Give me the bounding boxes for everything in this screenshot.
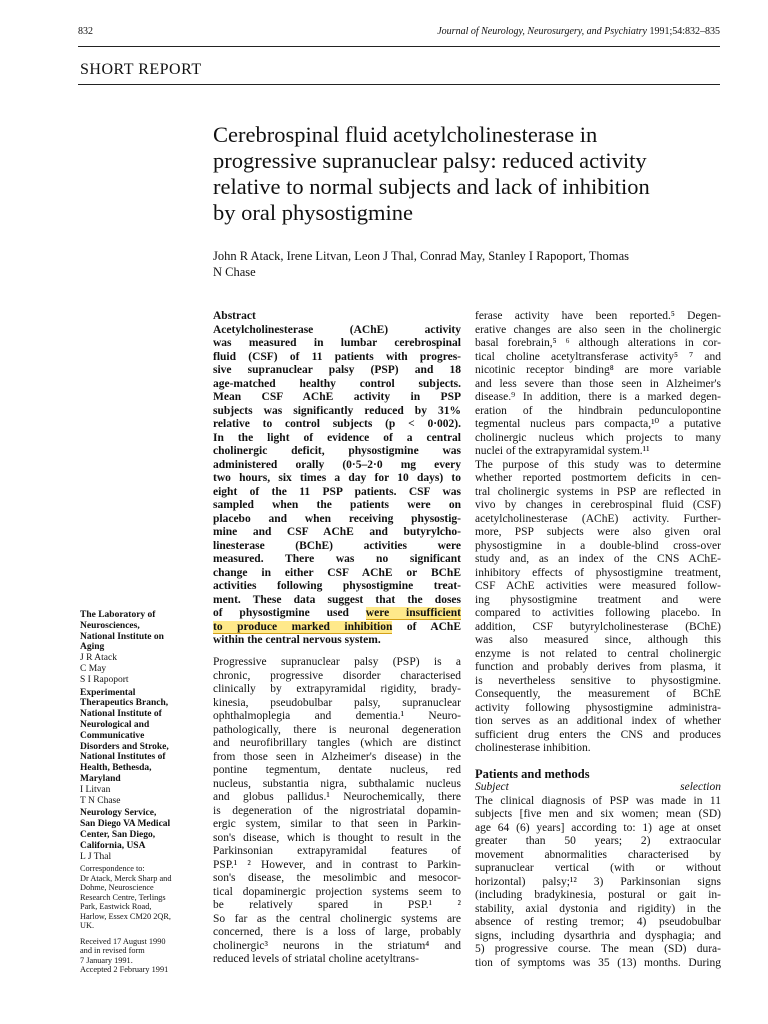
body-line: was also measured since, although this — [475, 634, 721, 646]
affiliations-sidebar — [80, 610, 205, 977]
affiliation-line: Health, Bethesda, — [80, 763, 152, 774]
body-line: concerned, there is a loss of large, probably — [213, 926, 461, 938]
title-line: by oral physostigmine — [213, 200, 413, 225]
body-line: study and, as an index of the CNS AChE- — [475, 553, 721, 565]
section-rule — [78, 84, 720, 85]
affiliation-line: Neurological and — [80, 719, 150, 730]
affiliation-line: Experimental — [80, 687, 136, 698]
body-line: and neurofibrillary tangles (which are distinct — [213, 737, 461, 749]
affiliation-line: San Diego VA Medical — [80, 819, 171, 830]
body-line: ophthalmoplegia and dementia.¹ Neuro- — [213, 710, 461, 722]
paragraph-purpose — [475, 459, 721, 756]
affiliation-line: Disorders and Stroke, — [80, 741, 169, 752]
abstract-line: sive supranuclear palsy (PSP) and 18 — [213, 364, 461, 376]
abstract-line: was measured in lumbar cerebrospinal — [213, 337, 461, 349]
body-line: is degeneration of the nigrostriatal dopamin- — [213, 804, 461, 817]
author-list — [213, 248, 733, 280]
body-line: tion of symptoms was 35 (13) months. During — [475, 956, 721, 969]
title-line: relative to normal subjects and lack of inhibition — [213, 174, 650, 199]
page-number: 832 — [78, 26, 93, 37]
body-line: is nevertheless sensitive to physostigmine. — [475, 674, 721, 687]
body-line: be relatively spared in PSP.¹ ² — [213, 899, 461, 911]
body-line: nucleus, substantia nigra, subthalamic nucleus — [213, 777, 461, 790]
date-line: and in revised form — [80, 946, 145, 956]
abstract-line: fluid (CSF) of 11 patients with progres- — [213, 350, 461, 363]
title-line: progressive supranuclear palsy: reduced activity — [213, 148, 647, 173]
abstract-line: placebo and when receiving physostig- — [213, 512, 461, 525]
body-line: Progressive supranuclear palsy (PSP) is a — [213, 656, 461, 668]
author-name: T N Chase — [80, 795, 121, 806]
body-line: whether reported postmortem deficits in cen- — [475, 472, 721, 484]
abstract-line: cholinergic deficit, physostigmine was — [213, 445, 461, 457]
body-line: enzyme is not related to central cholinergic — [475, 647, 721, 660]
affiliation-line: Maryland — [80, 773, 121, 784]
affiliation-line: Neurosciences, — [80, 620, 140, 631]
journal-year-pages: 1991;54:832–835 — [649, 26, 720, 37]
author-line: John R Atack, Irene Litvan, Leon J Thal, Conrad May, Stanley I Rapoport, Thomas — [213, 249, 630, 263]
affiliation-san-diego — [80, 808, 205, 862]
body-line: PSP.¹ ² However, and in contrast to Parkin- — [213, 858, 461, 871]
author-name: J R Atack — [80, 653, 117, 664]
correspondence-address — [80, 864, 205, 931]
body-line: erative changes are also seen in the cholinergic — [475, 323, 721, 336]
abstract-line: mine and CSF AChE and butyrylcho- — [213, 526, 461, 538]
body-line: The clinical diagnosis of PSP was made in 11 — [475, 794, 721, 807]
affiliation-line: Neurology Service, — [80, 808, 157, 819]
body-line: vivo by changes in cerebrospinal fluid (CSF) — [475, 499, 721, 511]
methods-subheading: Subject selection — [475, 781, 721, 793]
abstract-line: activities following physostigmine treat- — [213, 580, 461, 592]
body-line: son's disease, the mesolimbic and mesocor- — [213, 872, 461, 884]
body-line: nicotinic receptor binding⁸ are more variable — [475, 364, 721, 376]
body-line: function and probably derives from plasma, it — [475, 661, 721, 673]
body-line: stability, axial dystonia and rigidity) in the — [475, 902, 721, 915]
body-line: movement abnormalities characterised by — [475, 848, 721, 861]
highlighted-text: to produce marked inhibition — [213, 620, 393, 633]
abstract-line: relative to control subjects (p < 0·002). — [213, 418, 461, 430]
body-line: inhibitory effects of physostigmine treatment, — [475, 566, 721, 579]
body-line: ing physostigmine treatment and were — [475, 593, 721, 606]
correspondence-line: Park, Eastwick Road, — [80, 902, 152, 912]
body-line: cholinesterase inhibition. — [475, 742, 591, 754]
body-line: sufficient drug enters the CNS and produces — [475, 728, 721, 741]
body-line: clinically by extrapyramidal rigidity, brady- — [213, 683, 461, 695]
abstract-line: sampled when the patients were on — [213, 499, 461, 511]
body-line: kinesia, pseudobulbar palsy, supranuclear — [213, 696, 461, 709]
date-line: Accepted 2 February 1991 — [80, 965, 169, 975]
body-line: and less severe than those seen in Alzheimer's — [475, 377, 721, 390]
abstract-line: Acetylcholinesterase (AChE) activity — [213, 323, 461, 336]
body-line: (including bradykinesia, postural or gait in- — [475, 889, 721, 901]
body-line: greater than 50 years; 2) extraocular — [475, 835, 721, 847]
abstract-heading: Abstract — [213, 310, 256, 322]
abstract-line: Mean CSF AChE activity in PSP — [213, 391, 461, 403]
body-line: Parkinsonian extrapyramidal features of — [213, 845, 461, 857]
abstract-line: subjects was significantly reduced by 31% — [213, 404, 461, 417]
affiliation-line: National Institute on — [80, 631, 164, 642]
body-line: tion serves as an additional index of whether — [475, 715, 721, 727]
body-line: The purpose of this study was to determine — [475, 458, 721, 471]
affiliation-line: National Institute of — [80, 709, 162, 720]
affiliation-line: National Institutes of — [80, 752, 166, 763]
body-line: ferase activity have been reported.⁵ Degen- — [475, 310, 721, 322]
body-line: signs, including dysarthria and dysphagia; and — [475, 929, 721, 942]
abstract — [213, 310, 461, 648]
body-line: horizontal) palsy;¹² 3) Parkinsonian signs — [475, 875, 721, 888]
body-line: ergic system, similar to that seen in Parkin- — [213, 818, 461, 830]
body-line: acetylcholinesterase (AChE) activity. Further- — [475, 512, 721, 525]
body-line: activity following physostigmine administra- — [475, 701, 721, 714]
body-line: tical dopaminergic projection systems seem to — [213, 885, 461, 898]
author-name: I Litvan — [80, 784, 111, 795]
abstract-line: In the light of evidence of a central — [213, 431, 461, 444]
body-line: subjects [five men and six women; mean (SD) — [475, 808, 721, 820]
affiliation-line: Communicative — [80, 730, 145, 741]
body-line: supranuclear vertical (with or without — [475, 862, 721, 874]
abstract-line: of physostigmine used were insufficient — [213, 607, 461, 619]
body-column-left — [213, 656, 461, 967]
affiliation-line: Center, San Diego, — [80, 829, 156, 840]
body-line: basal forebrain,⁵ ⁶ although alterations in cor- — [475, 337, 721, 349]
body-line: cholinergic³ neurons in the striatum⁴ and — [213, 939, 461, 952]
body-line: compared to activities following placebo. In — [475, 607, 721, 619]
body-line: So far as the central cholinergic systems are — [213, 912, 461, 925]
paragraph-intro-continued — [475, 310, 721, 459]
body-line: physostigmine in a double-blind cross-over — [475, 539, 721, 552]
body-line: and globus pallidus.¹ Neurochemically, there — [213, 791, 461, 803]
abstract-line: linesterase (BChE) activities were — [213, 539, 461, 552]
abstract-line: age-matched healthy control subjects. — [213, 377, 461, 390]
affiliation-nia — [80, 610, 205, 686]
author-line: N Chase — [213, 265, 256, 279]
title-line: Cerebrospinal fluid acetylcholinesterase in — [213, 122, 598, 147]
abstract-line: measured. There was no significant — [213, 553, 461, 565]
body-line: tral cholinergic systems in PSP are reflected in — [475, 485, 721, 498]
article-title — [213, 122, 733, 226]
author-name: L J Thal — [80, 851, 112, 862]
body-line: more, PSP subjects were also given oral — [475, 526, 721, 538]
abstract-text — [213, 324, 461, 608]
abstract-line: eight of the 11 PSP patients. CSF was — [213, 485, 461, 498]
abstract-line: within the central nervous system. — [213, 634, 381, 646]
author-name: C May — [80, 663, 107, 674]
affiliation-line: The Laboratory of — [80, 610, 156, 620]
received-dates — [80, 937, 205, 975]
header-rule — [78, 46, 720, 47]
correspondence-line: Harlow, Essex CM20 2QR, — [80, 911, 171, 921]
body-line: son's disease, which is thought to result in the — [213, 831, 461, 844]
highlighted-text: were insufficient — [365, 607, 461, 619]
body-line: eration of the hindbrain pedunculopontine — [475, 404, 721, 417]
affiliation-line: Therapeutics Branch, — [80, 698, 169, 709]
body-line: tical choline acetyltransferase activity⁵ ⁷ and — [475, 350, 721, 363]
body-line: addition, CSF butyrylcholinesterase (BChE) — [475, 620, 721, 633]
body-line: absence of resting tremor; 4) pseudobulbar — [475, 916, 721, 928]
section-label: SHORT REPORT — [80, 61, 202, 78]
body-line: disease.⁹ In addition, there is a marked degen- — [475, 391, 721, 403]
body-line: chronic, progressive disorder characterised — [213, 669, 461, 682]
body-line: 5) progressive course. The mean (SD) dura- — [475, 943, 721, 955]
body-column-right — [475, 310, 721, 970]
body-line: Consequently, the measurement of BChE — [475, 688, 721, 700]
author-name: S I Rapoport — [80, 674, 129, 685]
correspondence-line: Dohme, Neuroscience — [80, 883, 154, 893]
correspondence-line: Dr Atack, Merck Sharp and — [80, 873, 172, 883]
abstract-line: administered orally (0·5–2·0 mg every — [213, 458, 461, 471]
affiliation-line: Aging — [80, 642, 105, 653]
body-line: CSF AChE activities were measured follow- — [475, 580, 721, 592]
correspondence-line: Correspondence to: — [80, 864, 145, 874]
body-line: tegmental nucleus pars compacta,¹⁰ a putative — [475, 418, 721, 430]
abstract-line: to produce marked inhibition of AChE — [213, 620, 461, 633]
body-line: pontine tegmentum, dentate nucleus, red — [213, 764, 461, 776]
methods-heading: Patients and methods — [475, 766, 590, 781]
journal-name: Journal of Neurology, Neurosurgery, and Psychiatry — [437, 26, 647, 37]
abstract-line: ment. These data suggest that the doses — [213, 593, 461, 606]
correspondence-line: UK. — [80, 921, 95, 931]
body-line: pathologically, there is neuronal degeneration — [213, 723, 461, 736]
paragraph-subject-selection — [475, 795, 721, 971]
abstract-line: two hours, six times a day for 10 days) to — [213, 472, 461, 484]
date-line: Received 17 August 1990 — [80, 936, 166, 946]
abstract-line: change in either CSF AChE or BChE — [213, 566, 461, 579]
affiliation-ninds — [80, 688, 205, 807]
body-line: reduced levels of striatal choline acetyltrans- — [213, 953, 419, 965]
body-line: cholinergic nucleus which projects to many — [475, 431, 721, 444]
body-line: nuclei of the extrapyramidal system.¹¹ — [475, 445, 650, 457]
body-line: from those seen in Alzheimer's disease) in the — [213, 750, 461, 763]
affiliation-line: California, USA — [80, 840, 146, 851]
body-line: age 64 (6) years] according to: 1) age at onset — [475, 821, 721, 834]
date-line: 7 January 1991. — [80, 955, 133, 965]
journal-citation — [437, 26, 720, 37]
correspondence-line: Research Centre, Terlings — [80, 892, 166, 902]
